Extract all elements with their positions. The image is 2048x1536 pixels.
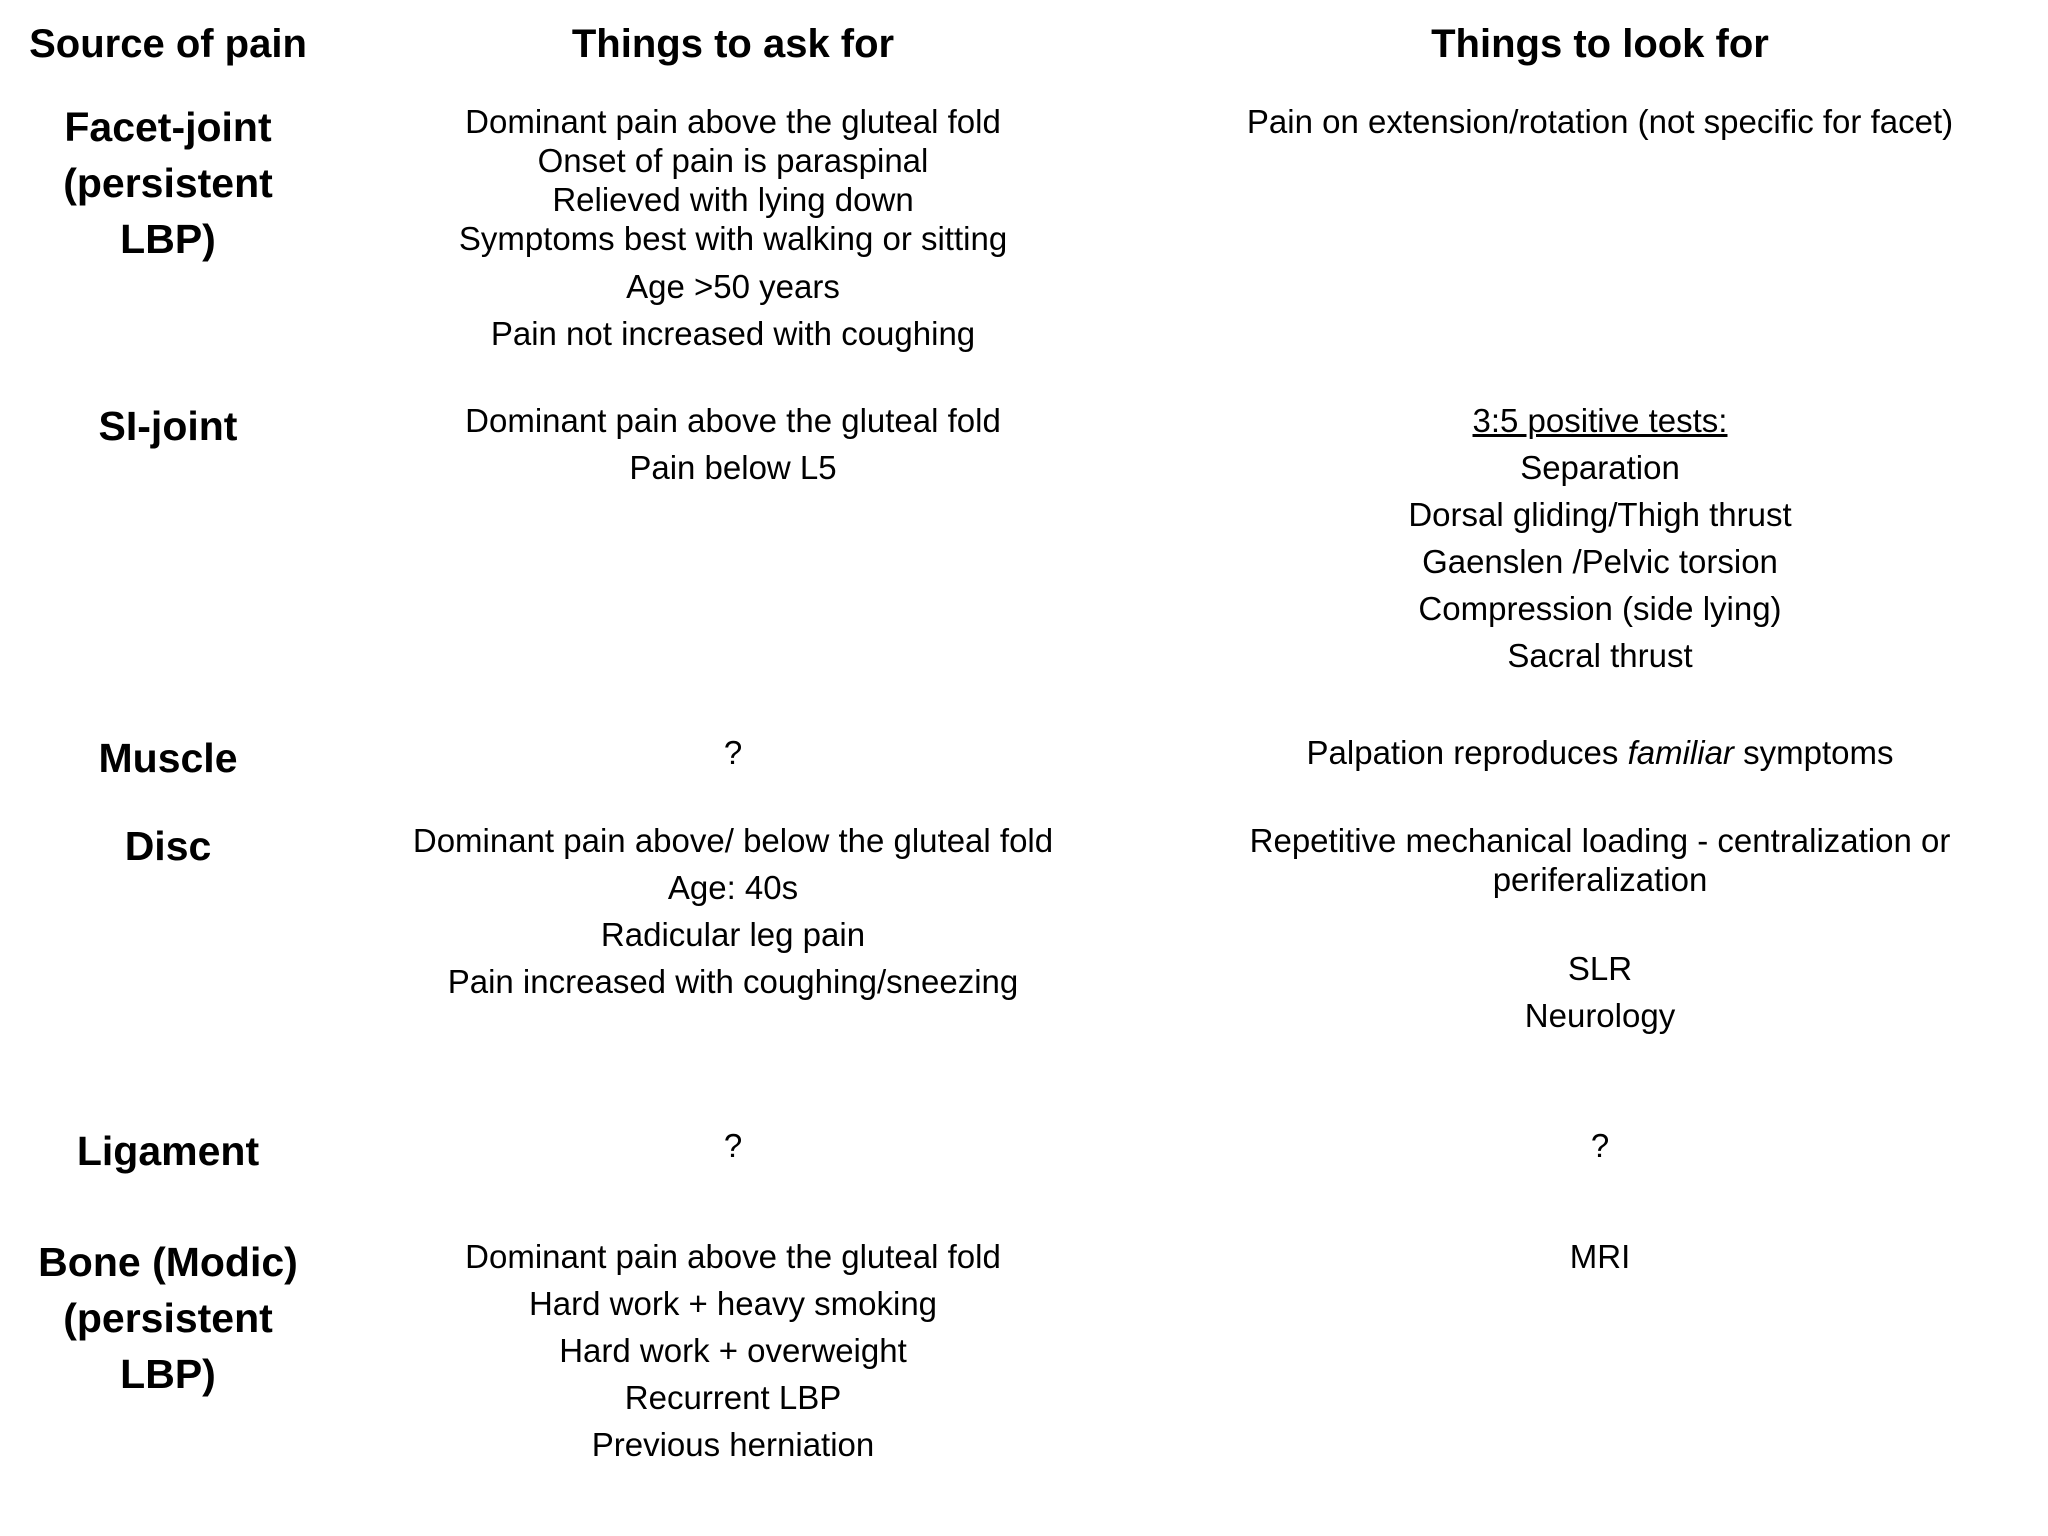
row-disc-look <box>1190 821 2010 1039</box>
look-item: ? <box>1590 1127 1610 1164</box>
source-line: LBP) <box>120 1351 216 1397</box>
look-item: Repetitive mechanical loading - centralization or periferalization <box>1249 822 1951 898</box>
source-line: (persistent <box>63 1295 273 1341</box>
ask-item: Hard work + heavy smoking <box>528 1285 938 1322</box>
look-item: SLR <box>1567 950 1633 987</box>
ask-item: Symptoms best with walking or sitting <box>458 220 1008 257</box>
row-disc-source <box>0 818 336 874</box>
source-line: Facet-joint <box>64 104 272 150</box>
row-muscle-look <box>1180 729 2020 776</box>
look-item: Sacral thrust <box>1507 637 1693 674</box>
row-muscle-ask <box>356 729 1110 776</box>
row-facet-ask-extra <box>356 263 1110 357</box>
row-bone-source <box>0 1234 336 1402</box>
row-si-joint-source <box>0 398 336 454</box>
row-disc-ask <box>356 817 1110 1005</box>
ask-item: Hard work + overweight <box>559 1332 907 1369</box>
look-item: Pain on extension/rotation (not specific for facet) <box>1246 103 1954 140</box>
ask-item: Relieved with lying down <box>552 181 914 218</box>
ask-item: Pain increased with coughing/sneezing <box>447 963 1019 1000</box>
ask-item: Age >50 years <box>626 268 840 305</box>
row-si-joint-look <box>1180 397 2020 679</box>
look-item: MRI <box>1569 1238 1631 1275</box>
row-muscle-source <box>0 730 336 786</box>
ask-item: Pain below L5 <box>629 449 837 486</box>
header-things-to-look-for: Things to look for <box>1431 22 1769 66</box>
ask-item: Dominant pain above the gluteal fold <box>465 1238 1001 1275</box>
look-item: Separation <box>1520 449 1680 486</box>
row-bone-ask <box>356 1233 1110 1468</box>
source-line: Bone (Modic) <box>38 1239 298 1285</box>
look-item: Gaenslen /Pelvic torsion <box>1422 543 1778 580</box>
ask-item: ? <box>723 734 743 771</box>
row-ligament-look <box>1180 1122 2020 1169</box>
row-ligament-source <box>0 1123 336 1179</box>
source-line: Muscle <box>98 735 238 781</box>
ask-item: Radicular leg pain <box>600 916 866 953</box>
row-facet-source <box>0 99 336 267</box>
source-line: Ligament <box>76 1128 260 1174</box>
ask-item: Dominant pain above the gluteal fold <box>465 402 1001 439</box>
spacer <box>1190 899 2010 945</box>
ask-item: Dominant pain above the gluteal fold <box>465 103 1001 140</box>
header-things-to-ask-for: Things to ask for <box>571 22 895 66</box>
row-bone-look <box>1180 1233 2020 1280</box>
row-facet-ask <box>356 102 1110 258</box>
ask-item: Onset of pain is paraspinal <box>537 142 929 179</box>
look-emphasis: familiar <box>1627 734 1734 771</box>
ask-item: Pain not increased with coughing <box>490 315 976 352</box>
ask-item: Previous herniation <box>591 1426 875 1463</box>
look-item <box>1180 729 2020 776</box>
look-item: Neurology <box>1524 997 1676 1034</box>
look-text: Palpation reproduces <box>1306 734 1628 771</box>
look-item: Dorsal gliding/Thigh thrust <box>1408 496 1792 533</box>
row-si-joint-ask <box>356 397 1110 491</box>
ask-item: ? <box>723 1127 743 1164</box>
ask-item: Dominant pain above/ below the gluteal fold <box>412 822 1054 859</box>
row-ligament-ask <box>356 1122 1110 1169</box>
ask-item: Recurrent LBP <box>624 1379 842 1416</box>
source-line: SI-joint <box>98 403 238 449</box>
source-line: LBP) <box>120 216 216 262</box>
row-facet-look <box>1180 98 2020 145</box>
ask-item: Age: 40s <box>667 869 799 906</box>
look-item: Compression (side lying) <box>1418 590 1782 627</box>
look-heading: 3:5 positive tests: <box>1472 402 1728 439</box>
source-line: Disc <box>124 823 212 869</box>
header-source-of-pain: Source of pain <box>29 22 307 66</box>
source-line: (persistent <box>63 160 273 206</box>
look-text: symptoms <box>1733 734 1894 771</box>
